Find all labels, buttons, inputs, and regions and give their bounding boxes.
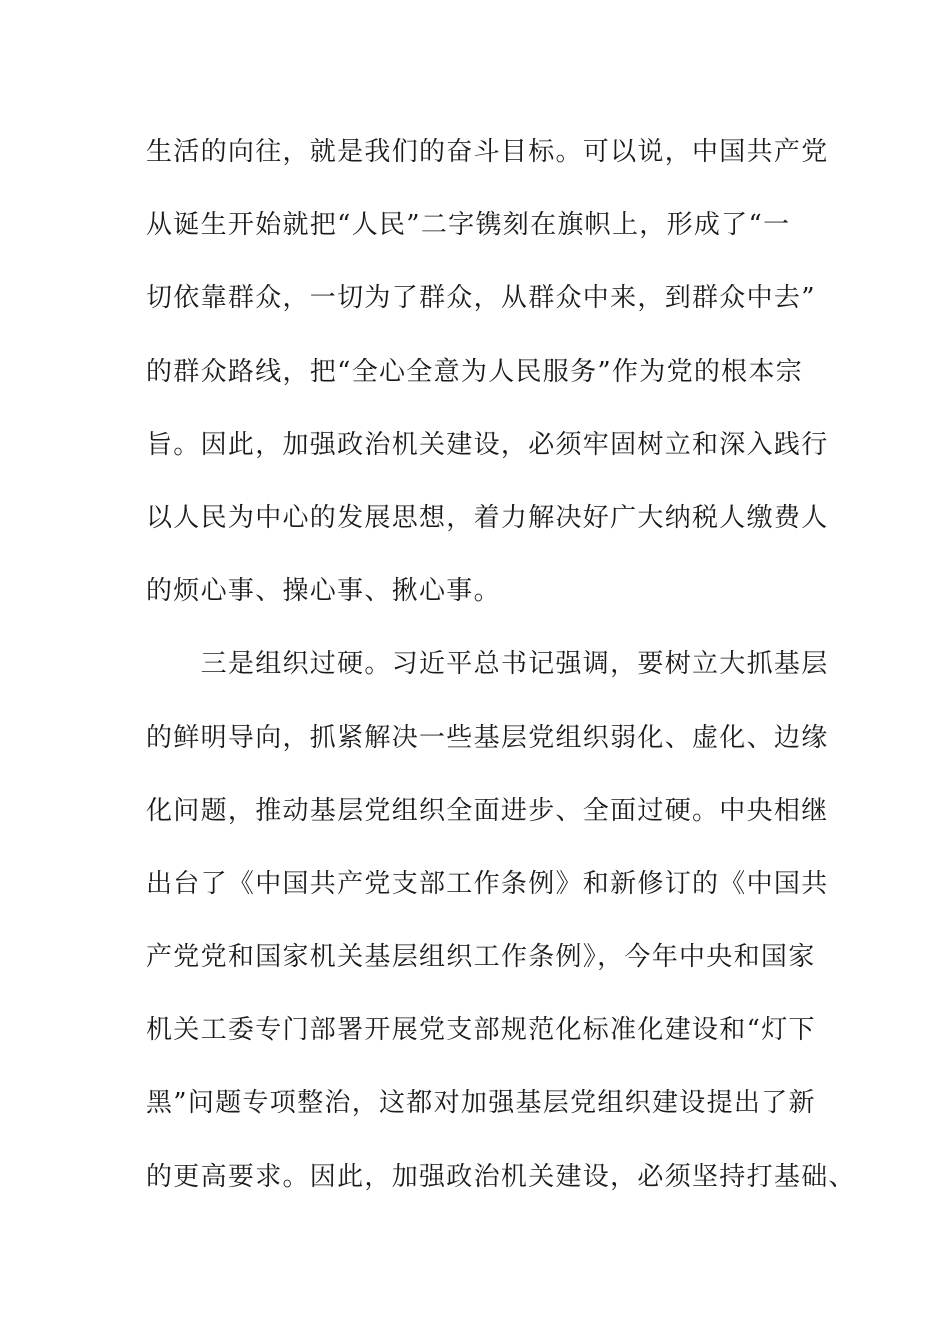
text-line: 出台了《中国共产党支部工作条例》和新修订的《中国共 <box>146 868 829 899</box>
body-text <box>146 122 856 1220</box>
paragraph-start-line: 三是组织过硬。习近平总书记强调，要树立大抓基层 <box>146 649 829 680</box>
text-line: 以人民为中心的发展思想，着力解决好广大纳税人缴费人 <box>146 502 829 533</box>
text-line: 黑”问题专项整治，这都对加强基层党组织建设提出了新 <box>146 1088 816 1119</box>
text-line: 机关工委专门部署开展党支部规范化标准化建设和“灯下 <box>146 1015 816 1046</box>
text-line: 化问题，推动基层党组织全面进步、全面过硬。中央相继 <box>146 795 829 826</box>
text-line: 产党党和国家机关基层组织工作条例》，今年中央和国家 <box>146 942 816 973</box>
text-line: 从诞生开始就把“人民”二字镌刻在旗帜上，形成了“一 <box>146 210 791 241</box>
text-line: 的群众路线，把“全心全意为人民服务”作为党的根本宗 <box>146 356 804 387</box>
text-line: 生活的向往，就是我们的奋斗目标。可以说，中国共产党 <box>146 137 829 167</box>
text-line: 的鲜明导向，抓紧解决一些基层党组织弱化、虚化、边缘 <box>146 722 829 753</box>
text-line: 旨。因此，加强政治机关建设，必须牢固树立和深入践行 <box>146 429 829 460</box>
text-line: 切依靠群众，一切为了群众，从群众中来，到群众中去” <box>146 283 816 314</box>
text-line: 的更高要求。因此，加强政治机关建设，必须坚持打基础、 <box>146 1161 856 1192</box>
text-line: 的烦心事、操心事、揪心事。 <box>146 576 501 607</box>
